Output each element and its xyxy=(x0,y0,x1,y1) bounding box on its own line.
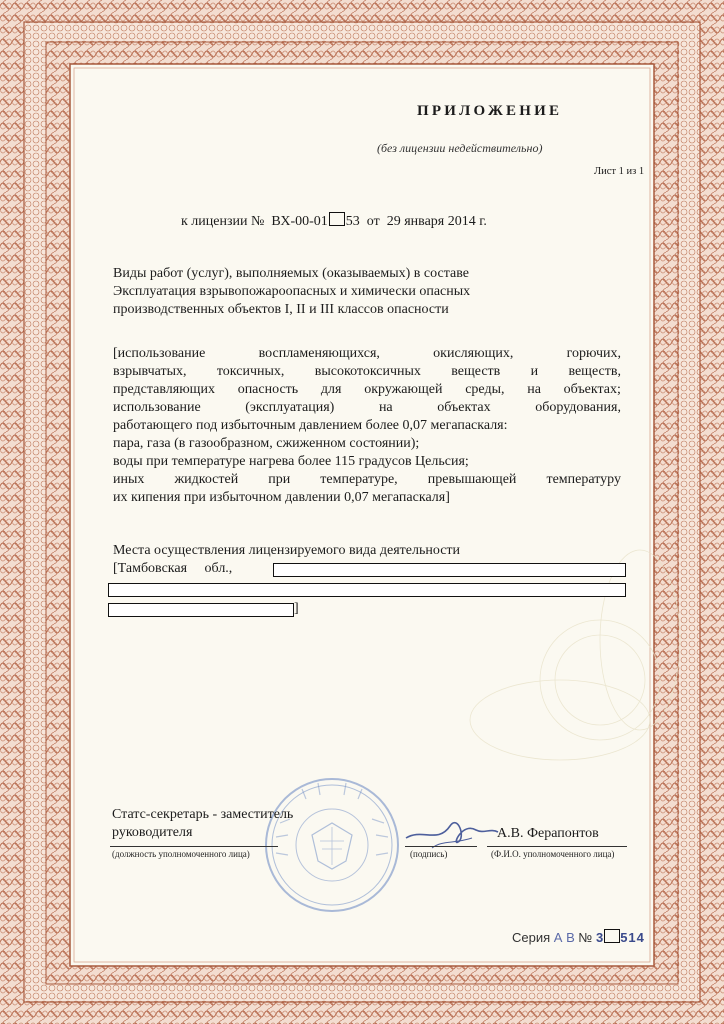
series-label: Серия xyxy=(512,930,551,945)
redacted-box xyxy=(604,929,620,943)
details-word: объектах xyxy=(437,400,491,415)
details-word: взрывчатых, xyxy=(113,364,187,379)
license-date: 29 января 2014 г. xyxy=(386,214,487,229)
details-line xyxy=(113,417,621,435)
handwritten-signature xyxy=(402,808,502,854)
details-word: окисляющих, xyxy=(433,346,514,361)
signature-caption: (подпись) xyxy=(410,849,448,859)
position-caption: (должность уполномоченного лица) xyxy=(112,849,250,859)
details-word: [использование xyxy=(113,346,206,361)
details-word: (эксплуатация) xyxy=(245,400,335,415)
series-letters: А В xyxy=(553,930,575,945)
works-line: Эксплуатация взрывопожароопасных и химически опасных xyxy=(113,284,471,299)
details-line xyxy=(113,381,621,399)
place-region-name: [Тамбовская xyxy=(113,561,188,576)
details-word: жидкостей xyxy=(174,472,239,487)
details-word: использование xyxy=(113,400,201,415)
details-word: пара, газа (в газообразном, сжиженном состоянии); xyxy=(113,436,420,451)
redacted-address xyxy=(108,583,626,597)
details-word: веществ, xyxy=(568,364,621,379)
details-word: воды при температуре нагрева более 115 градусов Цельсия; xyxy=(113,454,469,469)
details-word: токсичных, xyxy=(216,364,285,379)
details-word: воспламеняющихся, xyxy=(258,346,380,361)
signatory-name: А.В. Ферапонтов xyxy=(497,826,599,841)
form-series xyxy=(512,929,645,945)
details-word: температуру xyxy=(546,472,621,487)
license-number-part2: 53 xyxy=(345,214,360,229)
works-details xyxy=(113,345,621,507)
details-line xyxy=(113,345,621,363)
place-closing-bracket: ] xyxy=(294,601,299,616)
divider xyxy=(110,846,278,847)
works-line: Виды работ (услуг), выполняемых (оказываемых) в составе xyxy=(113,266,469,281)
details-word: объектах; xyxy=(563,382,621,397)
divider xyxy=(487,846,627,847)
details-word: их кипения при избыточном давлении 0,07 мегапаскаля] xyxy=(113,490,450,505)
official-stamp xyxy=(262,775,402,915)
details-word: опасность xyxy=(237,382,299,397)
details-word: и xyxy=(530,364,539,379)
name-caption: (Ф.И.О. уполномоченного лица) xyxy=(491,849,615,859)
details-line xyxy=(113,453,621,471)
details-line xyxy=(113,471,621,489)
validity-note: (без лицензии недействительно) xyxy=(377,141,543,155)
series-number-part1: 3 xyxy=(595,930,605,945)
details-word: на xyxy=(527,382,541,397)
details-word: веществ xyxy=(451,364,501,379)
details-word: работающего под избыточным давлением более 0,07 мегапаскаля: xyxy=(113,418,508,433)
details-word: при xyxy=(268,472,291,487)
place-region-type: обл., xyxy=(204,561,233,576)
redacted-box xyxy=(329,212,345,226)
sheet-number: Лист 1 из 1 xyxy=(594,166,645,177)
details-word: оборудования, xyxy=(535,400,621,415)
license-prefix: к лицензии № xyxy=(181,214,265,229)
details-word: окружающей xyxy=(364,382,443,397)
series-number-sign: № xyxy=(578,930,593,945)
works-description xyxy=(113,265,470,319)
details-word: высокотоксичных xyxy=(314,364,421,379)
details-line xyxy=(113,435,621,453)
details-word: иных xyxy=(113,472,145,487)
series-number-part2: 514 xyxy=(620,930,645,945)
position-line: руководителя xyxy=(112,825,193,840)
place-heading: Места осуществления лицензируемого вида деятельности xyxy=(113,543,461,558)
signatory-position xyxy=(112,806,293,842)
details-word: превышающей xyxy=(427,472,517,487)
license-reference xyxy=(181,212,487,230)
details-line xyxy=(113,399,621,417)
details-word: горючих, xyxy=(566,346,621,361)
page-title: ПРИЛОЖЕНИЕ xyxy=(417,103,563,119)
redacted-address xyxy=(108,603,294,617)
position-line: Статс-секретарь - заместитель xyxy=(112,807,294,822)
details-word: среды, xyxy=(465,382,505,397)
license-number-part1: ВХ-00-01 xyxy=(271,214,328,229)
details-word: температуре, xyxy=(320,472,398,487)
details-word: для xyxy=(320,382,342,397)
redacted-address xyxy=(273,563,626,577)
details-line xyxy=(113,363,621,381)
details-word: на xyxy=(378,400,393,415)
works-line: производственных объектов I, II и III классов опасности xyxy=(113,302,449,317)
place-region xyxy=(113,560,232,578)
divider xyxy=(405,846,477,847)
details-word: представляющих xyxy=(113,382,215,397)
details-line xyxy=(113,489,621,507)
license-from: от xyxy=(366,214,380,229)
